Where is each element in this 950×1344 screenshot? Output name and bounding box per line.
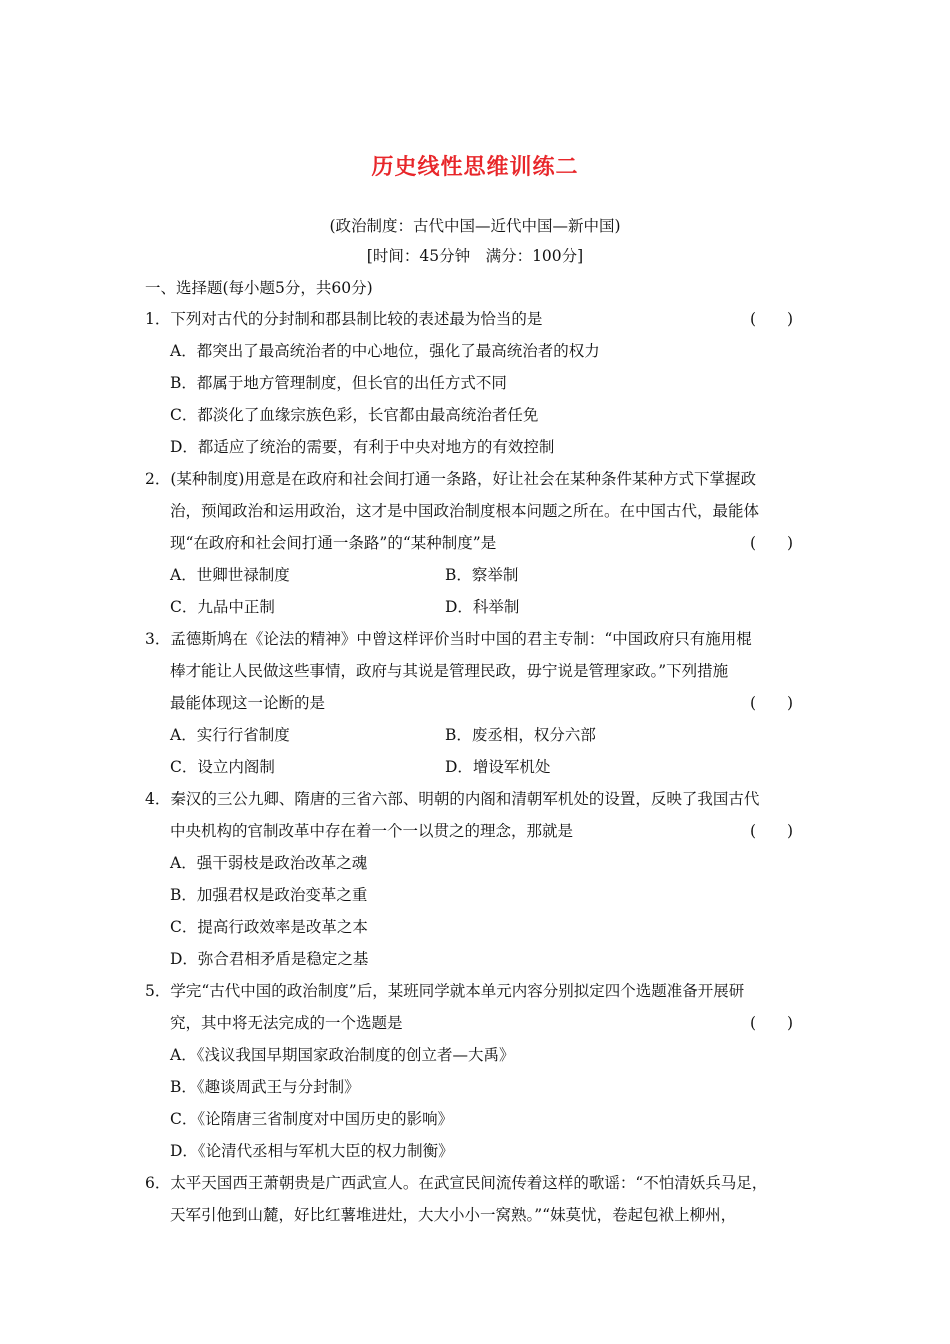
- option-c: C．都淡化了血缘宗族色彩，长官都由最高统治者任免: [170, 406, 539, 424]
- question-text: 5．学完“古代中国的政治制度”后，某班同学就本单元内容分别拟定四个选题准备开展研: [145, 982, 745, 1000]
- answer-paren: ( ): [750, 822, 794, 840]
- option-d: D．增设军机处: [445, 758, 551, 776]
- question-text: 1．下列对古代的分封制和郡县制比较的表述最为恰当的是: [145, 310, 543, 328]
- question-text: 4．秦汉的三公九卿、隋唐的三省六部、明朝的内阁和清朝军机处的设置，反映了我国古代: [145, 790, 760, 808]
- question-text: 2．(某种制度)用意是在政府和社会间打通一条路，好让社会在某种条件某种方式下掌握政: [145, 470, 756, 488]
- section-heading: 一、选择题(每小题5分，共60分): [145, 279, 373, 297]
- option-d: D．科举制: [445, 598, 520, 616]
- answer-paren: ( ): [750, 694, 794, 712]
- option-a: A．实行行省制度: [170, 726, 290, 744]
- option-c: C．提高行政效率是改革之本: [170, 918, 368, 936]
- question-text: 3．孟德斯鸠在《论法的精神》中曾这样评价当时中国的君主专制：“中国政府只有施用棍: [145, 630, 752, 648]
- option-a: A．都突出了最高统治者的中心地位，强化了最高统治者的权力: [170, 342, 600, 360]
- question-text: 治，预闻政治和运用政治，这才是中国政治制度根本问题之所在。在中国古代，最能体: [170, 502, 760, 520]
- option-b: B．加强君权是政治变革之重: [170, 886, 368, 904]
- question-text: 最能体现这一论断的是: [170, 694, 326, 712]
- option-b: B．废丞相，权分六部: [445, 726, 596, 744]
- answer-paren: ( ): [750, 1014, 794, 1032]
- option-b: B．《趣谈周武王与分封制》: [170, 1078, 360, 1096]
- option-a: A．《浅议我国早期国家政治制度的创立者—大禹》: [170, 1046, 515, 1064]
- answer-paren: ( ): [750, 534, 794, 552]
- option-c: C．九品中正制: [170, 598, 275, 616]
- time-info: [时间：45分钟 满分：100分]: [366, 247, 584, 265]
- question-text: 天军引他到山麓，好比红薯堆进灶，大大小小一窝熟。”“妹莫忧，卷起包袱上柳州，: [170, 1206, 737, 1224]
- option-b: B．察举制: [445, 566, 519, 584]
- option-d: D．都适应了统治的需要，有利于中央对地方的有效控制: [170, 438, 555, 456]
- page-title: 历史线性思维训练二: [371, 154, 579, 180]
- option-c: C．《论隋唐三省制度对中国历史的影响》: [170, 1110, 454, 1128]
- question-text: 中央机构的官制改革中存在着一个一以贯之的理念，那就是: [170, 822, 574, 840]
- option-d: D．《论清代丞相与军机大臣的权力制衡》: [170, 1142, 454, 1160]
- question-text: 6．太平天国西王萧朝贵是广西武宣人。在武宣民间流传着这样的歌谣：“不怕清妖兵马足，: [145, 1174, 768, 1192]
- option-a: A．世卿世禄制度: [170, 566, 290, 584]
- question-text: 现“在政府和社会间打通一条路”的“某种制度”是: [170, 534, 497, 552]
- question-text: 究，其中将无法完成的一个选题是: [170, 1014, 403, 1032]
- option-a: A．强干弱枝是政治改革之魂: [170, 854, 368, 872]
- option-b: B．都属于地方管理制度，但长官的出任方式不同: [170, 374, 507, 392]
- option-c: C．设立内阁制: [170, 758, 275, 776]
- answer-paren: ( ): [750, 310, 794, 328]
- question-text: 棒才能让人民做这些事情，政府与其说是管理民政，毋宁说是管理家政。”下列措施: [170, 662, 729, 680]
- subtitle: (政治制度：古代中国—近代中国—新中国): [329, 217, 621, 235]
- option-d: D．弥合君相矛盾是稳定之基: [170, 950, 369, 968]
